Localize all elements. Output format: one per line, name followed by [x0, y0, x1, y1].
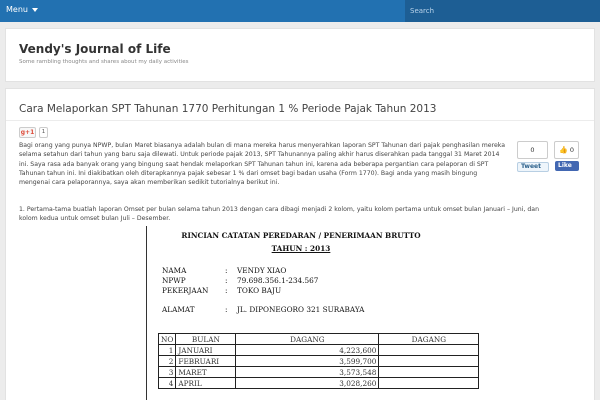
info-colon: : — [225, 266, 228, 275]
row-dagang-2 — [379, 367, 479, 378]
row-bulan: FEBRUARI — [176, 356, 236, 367]
divider — [6, 120, 594, 121]
info-key: ALAMAT — [162, 305, 195, 314]
row-dagang: 4,223,600 — [236, 345, 379, 356]
row-dagang-2 — [379, 356, 479, 367]
row-dagang-2 — [379, 345, 479, 356]
row-dagang: 3,028,260 — [236, 378, 379, 389]
column-header-no: NO — [159, 334, 176, 345]
table-header-row — [159, 334, 479, 345]
tweet-button[interactable] — [517, 162, 549, 172]
site-description: Some rambling thoughts and shares about my daily activities — [19, 59, 189, 65]
post-paragraph-1: Bagi orang yang punya NPWP, bulan Maret biasanya adalah bulan di mana mereka harus menyerahkan laporan SPT Tahunan dari pajak penghasilan mereka selama setahun dari tahun yang baru saja dilewati. Untuk periode pajak 2013, SPT Tahunannya paling akhir harus diserahkan pada tanggal 31 Maret 2014 ini. Saya rasa ada banyak orang yang bingung saat hendak melaporkan SPT Tahunan tahun ini, karena ada beberapa pergantian cara pelaporan di SPT Tahunan tahun ini. Ini diakibatkan oleh diterapkannya pajak sebesar 1 % dari omset bagi badan usaha (Form 1770). Bagi anda yang masih bingung mengenai cara pelaporannya, saya akan memberikan sedikit tutorialnya berikut ini. — [19, 142, 506, 187]
info-value: TOKO BAJU — [237, 286, 282, 295]
tweet-label: Tweet — [521, 163, 541, 170]
share-count: 0 — [517, 141, 548, 159]
info-key: PEKERJAAN — [162, 286, 209, 295]
post-title[interactable]: Cara Melaporkan SPT Tahunan 1770 Perhitungan 1 % Periode Pajak Tahun 2013 — [19, 103, 437, 115]
thumb-count: 0 — [569, 146, 574, 154]
row-dagang: 3,573,548 — [236, 367, 379, 378]
post-article — [5, 88, 595, 400]
info-value: 79.698.356.1-234.567 — [237, 276, 319, 285]
row-no: 3 — [159, 367, 176, 378]
column-header-dagang-2: DAGANG — [379, 334, 479, 345]
column-header-dagang: DAGANG — [236, 334, 379, 345]
caret-down-icon — [32, 8, 38, 12]
menu-button[interactable] — [6, 5, 38, 14]
facebook-like-button[interactable] — [555, 161, 579, 171]
document-heading: RINCIAN CATATAN PEREDARAN / PENERIMAAN BRUTTO — [181, 231, 421, 240]
top-navbar — [0, 0, 600, 22]
thumbs-up-icon: 👍 — [559, 146, 568, 154]
row-bulan: MARET — [176, 367, 236, 378]
column-header-bulan: BULAN — [176, 334, 236, 345]
row-no: 4 — [159, 378, 176, 389]
thumb-share-button[interactable] — [554, 141, 579, 159]
table-row — [159, 378, 479, 389]
row-no: 2 — [159, 356, 176, 367]
info-key: NPWP — [162, 276, 186, 285]
info-colon: : — [225, 305, 228, 314]
menu-label: Menu — [6, 5, 28, 14]
row-dagang-2 — [379, 378, 479, 389]
post-paragraph-2: 1. Pertama-tama buatlah laporan Omset per bulan selama tahun 2013 dengan cara dibagi menjadi 2 kolom, yaitu kolom pertama untuk omset bulan Januari – Juni, dan kolom kedua untuk omset bulan Juli – Desember. — [19, 206, 540, 223]
gplus-button[interactable]: g+1 — [20, 129, 35, 136]
document-year: TAHUN : 2013 — [271, 244, 331, 253]
site-title[interactable]: Vendy's Journal of Life — [19, 42, 171, 56]
info-value: JL. DIPONEGORO 321 SURABAYA — [237, 305, 365, 314]
info-colon: : — [225, 276, 228, 285]
row-bulan: APRIL — [176, 378, 236, 389]
gplus-count: 1 — [39, 127, 48, 138]
row-bulan: JANUARI — [176, 345, 236, 356]
search-input[interactable] — [405, 0, 600, 22]
omset-table — [158, 333, 479, 389]
table-row — [159, 356, 479, 367]
site-header — [5, 28, 595, 82]
row-no: 1 — [159, 345, 176, 356]
row-dagang: 3,599,700 — [236, 356, 379, 367]
like-label: Like — [558, 162, 572, 169]
info-colon: : — [225, 286, 228, 295]
table-row — [159, 367, 479, 378]
info-value: VENDY XIAO — [237, 266, 287, 275]
info-key: NAMA — [162, 266, 187, 275]
table-row — [159, 345, 479, 356]
